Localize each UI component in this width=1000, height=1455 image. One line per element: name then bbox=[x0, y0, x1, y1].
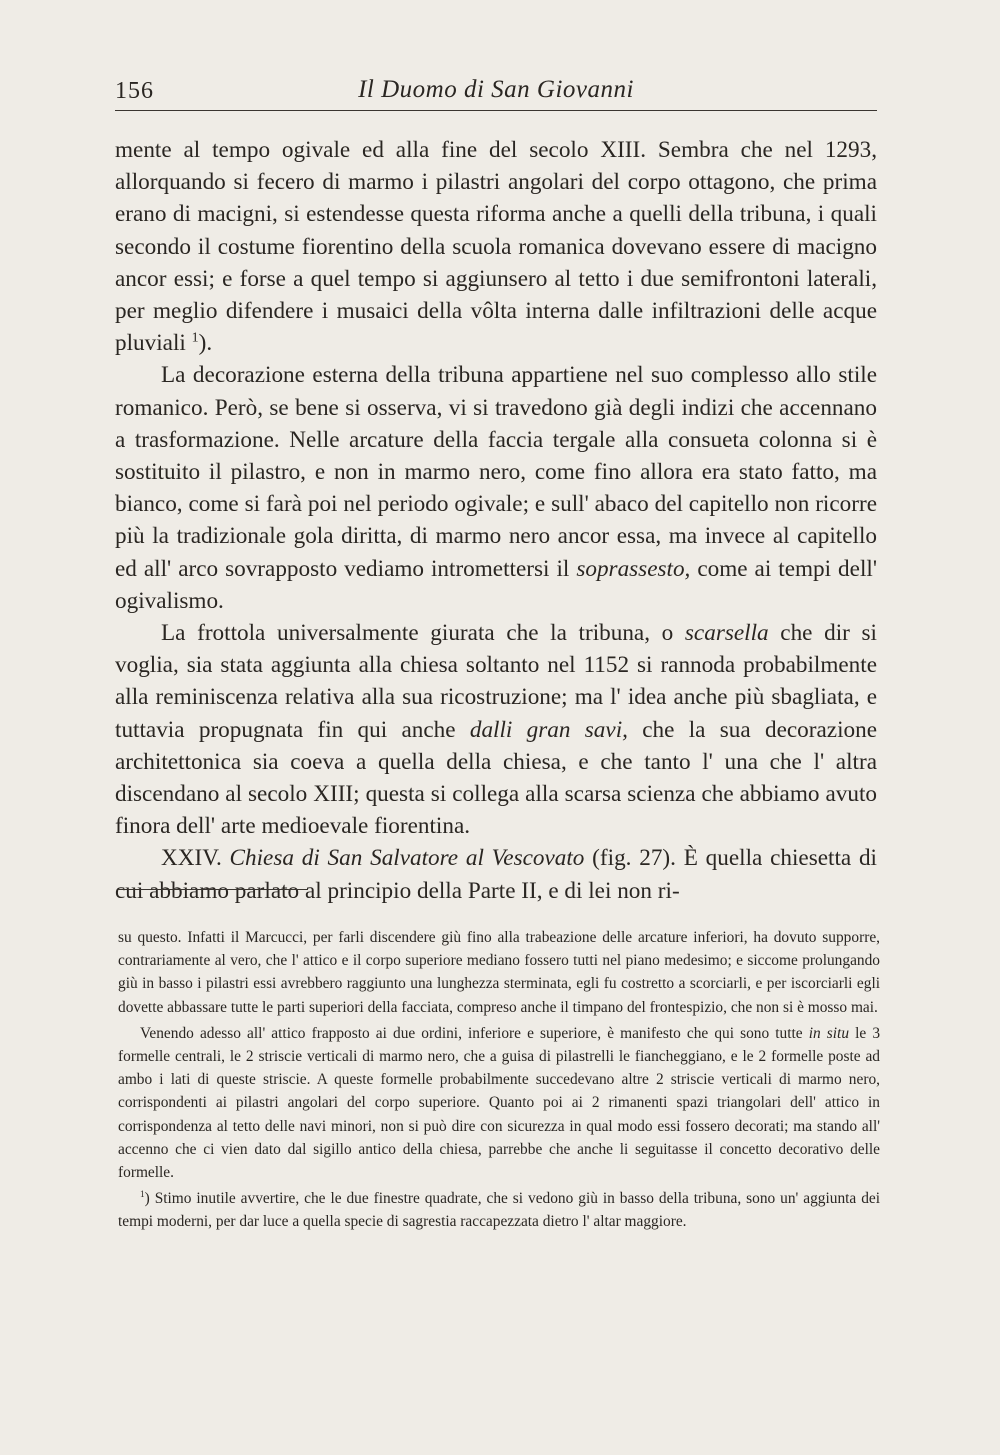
page-header bbox=[115, 74, 877, 111]
italic-term: scarsella bbox=[684, 620, 769, 647]
footnote-continuation: su questo. Infatti il Marcucci, per farli discendere giù fino alla trabeazione delle arcature inferiori, ha dovuto supporre, contrariamente al vero, che l' attico e il corpo superiore mediano fossero tutti nel piano medesimo; e siccome prolungando giù in basso i pilastri essi avrebbero raggiunto una lunghezza sterminata, egli fu costretto a scorciarli, e per iscorciarli egli dovette abbassare tutte le parti superiori della facciata, compreso anche il timpano del frontespizio, che non si è mosso mai. bbox=[118, 929, 880, 1016]
text-span: (fig. 27). È quella chiesetta di cui abbiamo parlato al principio della Parte II, e di lei non ri- bbox=[115, 845, 877, 904]
footnote-number: 1 bbox=[140, 1189, 145, 1200]
main-text bbox=[115, 134, 877, 907]
italic-term: dalli gran savi, bbox=[469, 716, 628, 743]
text-span: Venendo adesso all' attico frapposto ai due ordini, inferiore e superiore, è manifesto che qui sono tutte bbox=[140, 1024, 809, 1042]
section-paragraph bbox=[115, 842, 877, 906]
text-span: ) Stimo inutile avvertire, che le due finestre quadrate, che si vedono giù in basso della tribuna, sono un' aggiunta dei tempi moderni, per dar luce a quella specie di sagrestia raccapezzata dietro l' altar maggiore. bbox=[118, 1190, 880, 1231]
section-number: XXIV. bbox=[161, 845, 230, 872]
text-span: come ai tempi dell' ogivalismo. bbox=[115, 555, 878, 614]
italic-term: in situ bbox=[808, 1024, 850, 1042]
text-span: mente al tempo ogivale ed alla fine del secolo XIII. Sembra che nel 1293, allorquando si fecero di marmo i pilastri angolari del corpo ottagono, che prima erano di macigni, si estendesse questa riforma anche a quelli della tribuna, i quali secondo il costume fiorentino della scuola romanica dovevano essere di macigno ancor essi; e forse a quel tempo si aggiunsero al tetto i due semifrontoni laterali, per meglio difendere i musaici della vôlta interna dalle infiltrazioni delle acque pluviali bbox=[115, 137, 877, 357]
text-span: le 3 formelle centrali, le 2 striscie verticali di marmo nero, che a guisa di pilastrelli le fiancheggiano, e le 2 formelle poste ad ambo i lati di queste striscie. A queste formelle probabilmente succedevano altre 2 striscie verticali di marmo nero, corrispondenti ai pilastri angolari del corpo superiore. Quanto poi ai 2 rimanenti spazi triangolari dell' attico in corrispondenza al tetto delle navi minori, non si può dire con sicurezza in qual modo essi fossero decorati; ma stando all' accenno che ci vien dato dal sigillo antico della chiesa, parrebbe che anche li seguitasse il concetto decorativo delle formelle. bbox=[118, 1024, 881, 1182]
footnote-1 bbox=[118, 1187, 880, 1233]
footnote-paragraph bbox=[118, 1022, 880, 1184]
footnote-marker: 1 bbox=[191, 330, 199, 346]
paragraph bbox=[115, 134, 877, 359]
page-number: 156 bbox=[115, 78, 154, 104]
italic-term: soprassesto, bbox=[576, 555, 691, 582]
text-span: che la sua decorazione architettonica sia coeva a quella della chiesa, e che tanto l' una che l' altra discendano al secolo XIII; questa si collega alla scarsa scienza che abbiamo avuto finora dell' arte medioevale fiorentina. bbox=[115, 716, 877, 840]
text-span: ). bbox=[198, 330, 213, 357]
text-span: che dir si voglia, sia stata aggiunta alla chiesa soltanto nel 1152 si rannoda probabilmente alla reminiscenza relativa alla sua ricostruzione; ma l' idea anche più sbagliata, e tuttavia propugnata fin qui anche bbox=[115, 620, 877, 743]
footnotes bbox=[118, 926, 880, 1234]
paragraph bbox=[115, 617, 877, 842]
footnote-divider bbox=[118, 889, 308, 890]
paragraph bbox=[115, 359, 877, 617]
text-span: La decorazione esterna della tribuna appartiene nel suo complesso allo stile romanico. Però, se bene si osserva, vi si travedono già degli indizi che accennano a trasformazione. Nelle arcature della faccia tergale alla consueta colonna si è sostituito il pilastro, e non in marmo nero, come fino allora era stato fatto, ma bianco, come si farà poi nel periodo ogivale; e sull' abaco del capitello non ricorre più la tradizionale gola diritta, di marmo nero ancor essa, ma invece al capitello ed all' arco sovrapposto vediamo intromettersi il bbox=[115, 362, 877, 582]
running-title: Il Duomo di San Giovanni bbox=[358, 76, 634, 103]
text-span: La frottola universalmente giurata che la tribuna, o bbox=[161, 620, 685, 647]
section-title: Chiesa di San Salvatore al Vescovato bbox=[229, 845, 585, 872]
